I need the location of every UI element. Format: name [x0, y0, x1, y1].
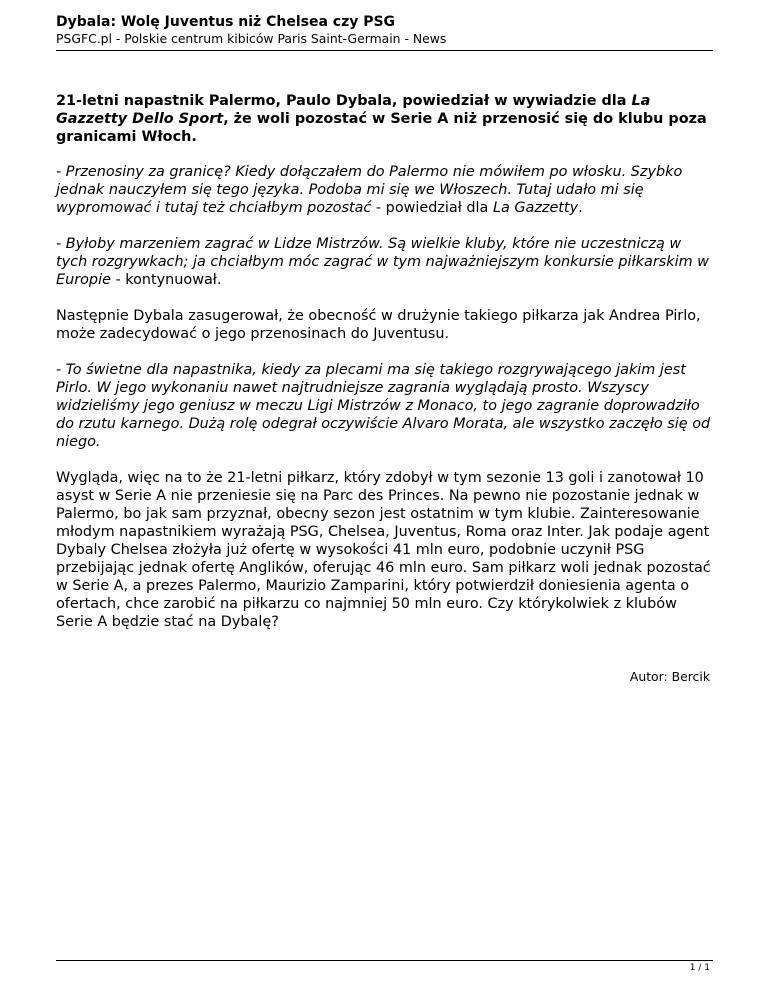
body-paragraph-2: Wygląda, więc na to że 21-letni piłkarz, który zdobył w tym sezonie 13 goli i zanotował 10 asyst w Serie A nie przeniesie się na Parc des Princes. Na pewno nie pozostanie jednak w Palermo, bo jak sam przyznał, obecny sezon jest ostatnim w tym klubie. Zainteresowanie młodym napastnikiem wyrażają PSG, Chelsea, Juventus, Roma oraz Inter. Jak podaje agent Dybaly Chelsea złożyła już ofertę w wysokości 41 mln euro, podobnie uczynił PSG przebijając jednak ofertę Anglików, oferując 46 mln euro. Sam piłkarz woli jednak pozostać w Serie A, a prezes Palermo, Maurizio Zamparini, który potwierdził doniesienia agenta o ofertach, chce zarobić na piłkarzu co najmniej 50 mln euro. Czy którykolwiek z klubów Serie A będzie stać na Dybalę? — [56, 470, 711, 630]
site-subtitle: PSGFC.pl - Polskie centrum kibiców Paris Saint-Germain - News — [56, 31, 447, 46]
quote-paragraph-1 — [56, 163, 716, 217]
footer-divider — [56, 960, 713, 961]
article-title: Dybala: Wolę Juventus niż Chelsea czy PSG — [56, 14, 396, 30]
document-header — [56, 14, 712, 47]
quote-paragraph-2 — [56, 235, 716, 289]
quote-paragraph-3: - To świetne dla napastnika, kiedy za plecami ma się takiego rozgrywającego jakim jest Pirlo. W jego wykonaniu nawet najtrudniejsze zagrania wyglądają prosto. Wszyscy widzieliśmy jego geniusz w meczu Ligi Mistrzów z Monaco, to jego zagranie doprowadziło do rzutu karnego. Dużą rolę odegrał oczywiście Alvaro Morata, ale wszystko zaczęło się od niego. — [56, 362, 711, 450]
page-number: 1 / 1 — [689, 963, 710, 973]
article-body — [56, 92, 716, 649]
article-lead — [56, 92, 716, 146]
body-paragraph-1: Następnie Dybala zasugerował, że obecność w drużynie takiego piłkarza jak Andrea Pirlo, może zadecydować o jego przenosinach do Juventusu. — [56, 308, 701, 342]
header-divider — [56, 50, 713, 51]
quote-1-attribution: - powiedział dla — [371, 200, 493, 216]
lead-text-after: , że woli pozostać w Serie A niż przenosić się do klubu poza granicami Włoch. — [56, 111, 707, 145]
quote-2-text: - Byłoby marzeniem zagrać w Lidze Mistrzów. Są wielkie kluby, które nie uczestniczą w tych rozgrywkach; ja chciałbym móc zagrać w tym najważniejszym konkursie piłkarskim w Europie — [56, 236, 709, 288]
quote-1-end: . — [578, 200, 583, 216]
quote-1-text: - Przenosiny za granicę? Kiedy dołączałem do Palermo nie mówiłem po włosku. Szybko jednak nauczyłem się tego języka. Podoba mi się we Włoszech. Tutaj udało mi się wypromować i tutaj też chciałbym pozostać — [56, 164, 683, 216]
lead-text-before: 21-letni napastnik Palermo, Paulo Dybala, powiedział w wywiadzie dla — [56, 93, 632, 109]
quote-1-source: La Gazzetty — [492, 200, 579, 216]
lead-emphasis: La Gazzetty Dello Sport — [56, 93, 651, 127]
quote-2-attribution: - kontynuował. — [110, 272, 222, 288]
author-credit: Autor: Bercik — [629, 669, 710, 684]
